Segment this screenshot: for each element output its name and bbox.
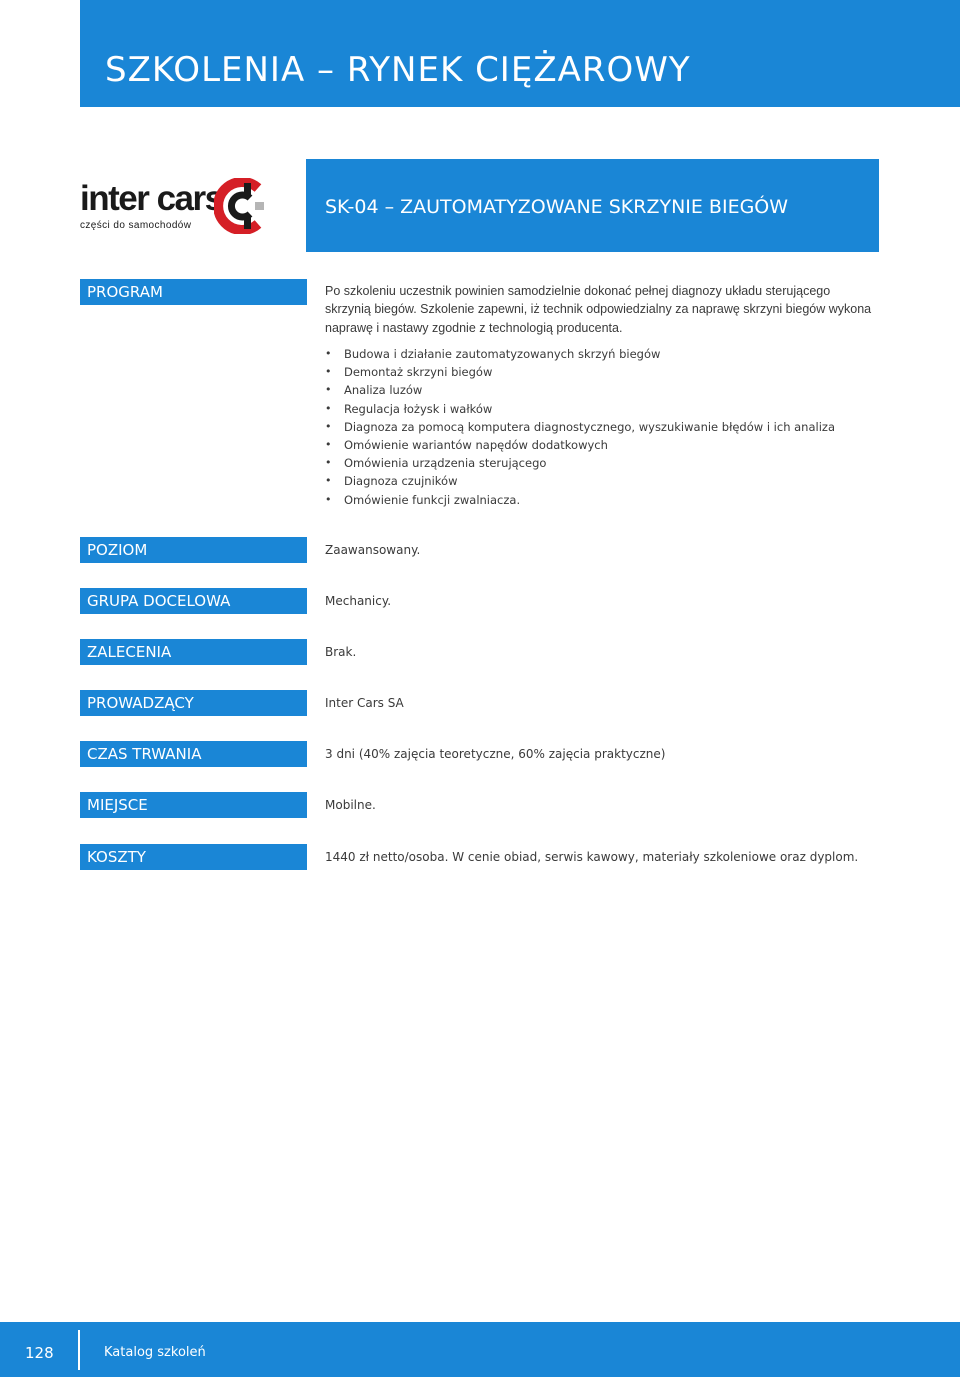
logo-tagline: części do samochodów	[80, 220, 192, 231]
grupa-docelowa-value: Mechanicy.	[325, 594, 392, 608]
poziom-value: Zaawansowany.	[325, 543, 421, 557]
program-topic-list	[325, 345, 877, 509]
bullet-icon: •	[325, 474, 332, 488]
course-title: SK-04 – ZAUTOMATYZOWANE SKRZYNIE BIEGÓW	[325, 196, 789, 218]
page-title: SZKOLENIA – RYNEK CIĘŻAROWY	[105, 50, 691, 90]
miejsce-label: MIEJSCE	[87, 796, 148, 814]
course-title-box	[306, 159, 879, 252]
program-label: PROGRAM	[87, 283, 163, 301]
list-item	[325, 436, 877, 454]
bullet-icon: •	[325, 456, 332, 470]
bullet-icon: •	[325, 365, 332, 379]
list-item-text: Regulacja łożysk i wałków	[344, 401, 493, 416]
page-header	[80, 0, 960, 107]
zalecenia-label: ZALECENIA	[87, 643, 172, 661]
koszty-label: KOSZTY	[87, 848, 146, 866]
prowadzacy-value: Inter Cars SA	[325, 696, 404, 710]
list-item-text: Diagnoza za pomocą komputera diagnostycznego, wyszukiwanie błędów i ich analiza	[344, 419, 835, 434]
grupa-docelowa-label-box	[80, 588, 307, 614]
inter-cars-logo	[80, 176, 270, 236]
list-item-text: Omówienia urządzenia sterującego	[344, 456, 547, 471]
catalog-label: Katalog szkoleń	[104, 1345, 206, 1360]
list-item	[325, 345, 877, 363]
prowadzacy-label: PROWADZĄCY	[87, 694, 194, 712]
logo-wordmark: inter cars	[80, 179, 223, 218]
emblem-bar-top	[244, 183, 251, 195]
grupa-docelowa-label: GRUPA DOCELOWA	[87, 592, 231, 610]
list-item	[325, 472, 877, 490]
zalecenia-label-box	[80, 639, 307, 665]
zalecenia-value: Brak.	[325, 645, 357, 659]
list-item	[325, 418, 877, 436]
bullet-icon: •	[325, 419, 332, 433]
miejsce-value: Mobilne.	[325, 798, 376, 812]
czas-trwania-value: 3 dni (40% zajęcia teoretyczne, 60% zajęcia praktyczne)	[325, 747, 666, 761]
emblem-outer-arc	[218, 182, 258, 230]
inter-cars-emblem-icon	[214, 178, 270, 234]
footer-divider	[78, 1330, 80, 1370]
list-item	[325, 381, 877, 399]
list-item	[325, 400, 877, 418]
list-item-text: Budowa i działanie zautomatyzowanych skrzyń biegów	[344, 347, 661, 361]
poziom-label-box	[80, 537, 307, 563]
miejsce-label-box	[80, 792, 307, 818]
poziom-label: POZIOM	[87, 541, 148, 559]
list-item-text: Omówienie funkcji zwalniacza.	[344, 492, 521, 507]
list-item-text: Diagnoza czujników	[344, 474, 458, 489]
program-intro: Po szkoleniu uczestnik powinien samodzielnie dokonać pełnej diagnozy układu sterującego skrzynią biegów. Szkolenie zapewni, iż technik odpowiedzialny za naprawę skrzyni biegów wykona naprawę i nastawy zgodnie z technologią producenta.	[325, 284, 872, 335]
czas-trwania-label: CZAS TRWANIA	[87, 745, 202, 763]
bullet-icon: •	[325, 437, 332, 451]
list-item-text: Demontaż skrzyni biegów	[344, 365, 493, 380]
list-item	[325, 491, 877, 509]
koszty-value: 1440 zł netto/osoba. W cenie obiad, serwis kawowy, materiały szkoleniowe oraz dyplom.	[325, 850, 859, 864]
bullet-icon: •	[325, 492, 332, 506]
koszty-label-box	[80, 844, 307, 870]
bullet-icon: •	[325, 401, 332, 415]
list-item-text: Analiza luzów	[344, 383, 423, 398]
list-item-text: Omówienie wariantów napędów dodatkowych	[344, 437, 608, 452]
program-label-box	[80, 279, 307, 305]
czas-trwania-label-box	[80, 741, 307, 767]
bullet-icon: •	[325, 347, 332, 360]
prowadzacy-label-box	[80, 690, 307, 716]
page-footer	[0, 1322, 960, 1377]
list-item	[325, 454, 877, 472]
emblem-bar-bottom	[244, 217, 251, 229]
bullet-icon: •	[325, 383, 332, 397]
page-number: 128	[25, 1344, 54, 1362]
list-item	[325, 363, 877, 381]
emblem-gray-tab	[255, 202, 264, 210]
emblem-inner-arc	[231, 195, 250, 217]
